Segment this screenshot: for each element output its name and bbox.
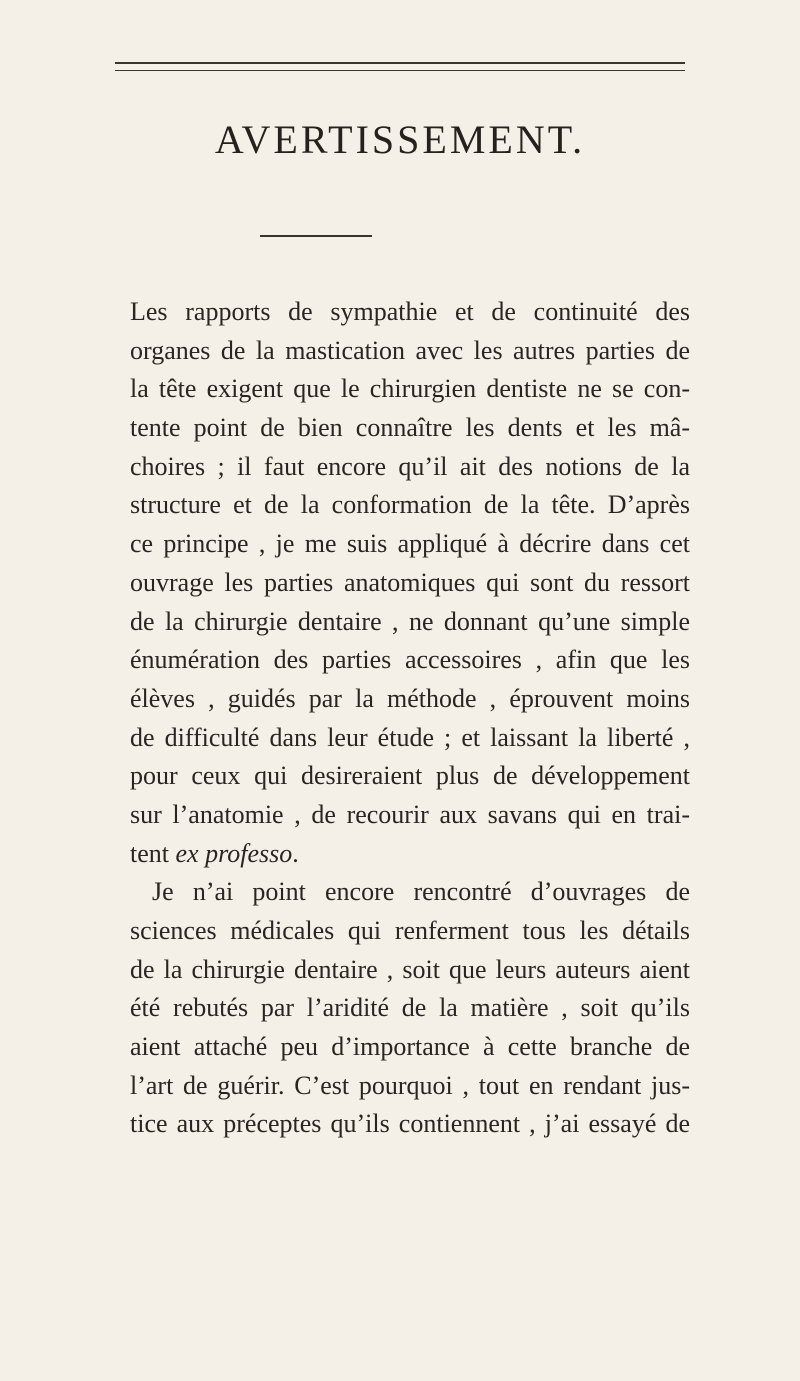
text-line: Les rapports de sympathie et de continuité des [130, 297, 690, 326]
italic-phrase: ex professo [175, 838, 293, 868]
text-line: sur l’anatomie , de recourir aux savans qui en trai- [130, 799, 690, 829]
text-line: Je n’ai point encore rencontré d’ouvrages de [152, 877, 690, 907]
text-line: ce principe , je me suis appliqué à décrire dans cet [130, 529, 690, 559]
text-line: l’art de guérir. C’est pourquoi , tout en rendant jus- [130, 1070, 690, 1100]
text-line: de difficulté dans leur étude ; et laissant la liberté , [130, 722, 690, 752]
text-line: tente point de bien connaître les dents et les mâ- [130, 413, 690, 443]
title-separator-rule [260, 235, 372, 237]
top-double-rule-lower [115, 70, 685, 71]
text-line: aient attaché peu d’importance à cette branche de [130, 1032, 690, 1062]
text-line: énumération des parties accessoires , afin que les [130, 645, 690, 675]
text-line: été rebutés par l’aridité de la matière , soit qu’ils [130, 993, 690, 1023]
text-line: sciences médicales qui renferment tous les détails [130, 916, 690, 945]
text-line: de la chirurgie dentaire , ne donnant qu’une simple [130, 606, 690, 636]
body-text [130, 293, 690, 1144]
top-double-rule-upper [115, 62, 685, 64]
text-line: ouvrage les parties anatomiques qui sont du ressort [130, 567, 690, 597]
text-line: organes de la mastication avec les autres parties de [130, 335, 690, 365]
text-line: structure et de la conformation de la tête. D’après [130, 490, 690, 520]
text-line: de la chirurgie dentaire , soit que leurs auteurs aient [130, 954, 690, 984]
text-line: choires ; il faut encore qu’il ait des notions de la [130, 451, 690, 481]
text-line: pour ceux qui desireraient plus de développement [130, 761, 690, 791]
text-line: élèves , guidés par la méthode , éprouvent moins [130, 683, 690, 713]
text-line: la tête exigent que le chirurgien dentiste ne se con- [130, 374, 690, 404]
last-line-prefix: tent [130, 838, 176, 868]
paragraph-last-line [130, 835, 690, 874]
page-title: AVERTISSEMENT. [214, 117, 586, 162]
last-line-suffix: . [292, 838, 299, 868]
text-line: tice aux préceptes qu’ils contiennent , j’ai essayé de [130, 1109, 690, 1139]
